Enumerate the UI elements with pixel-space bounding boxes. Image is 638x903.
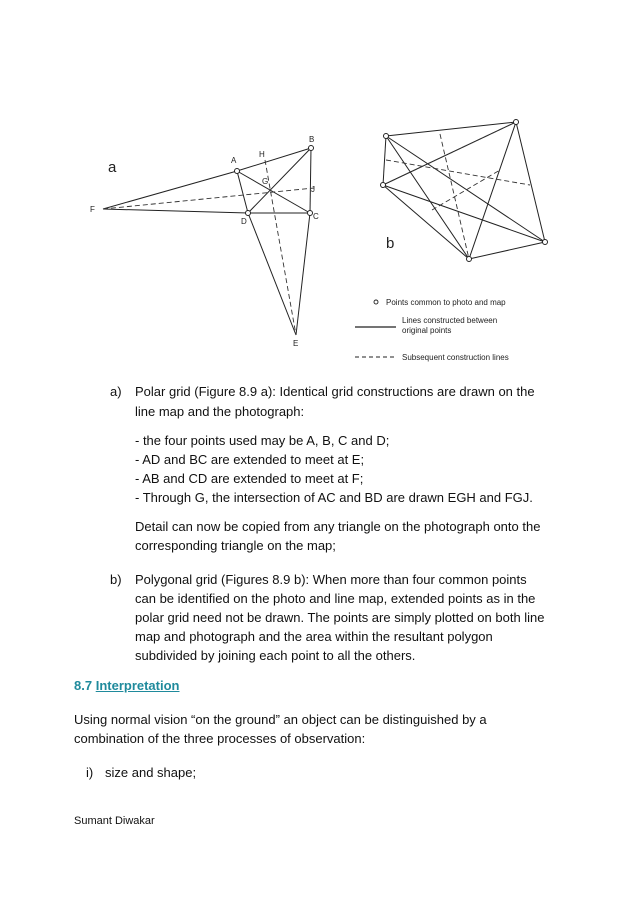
point-b-label: B <box>309 135 315 144</box>
figure-8-9 <box>0 0 638 372</box>
point-c-label: C <box>313 212 319 221</box>
legend-points-text: Points common to photo and map <box>386 298 506 307</box>
section-number: 8.7 <box>74 678 93 693</box>
legend-subsequent-text: Subsequent construction lines <box>402 353 509 362</box>
panel-b-dashed-lines <box>383 122 530 259</box>
legend-point-icon <box>374 300 378 304</box>
point-g-label: G <box>262 177 269 186</box>
list-a-line-1: Polar grid (Figure 8.9 a): Identical grid constructions are drawn on the <box>135 384 535 399</box>
panel-a-label: a <box>108 159 117 176</box>
panel-b-label: b <box>386 235 395 252</box>
list-a-detail-1: Detail can now be copied from any triangle on the photograph onto the <box>135 519 541 534</box>
list-b-line-2: can be identified on the photo and line map, extended points as in the <box>135 591 536 606</box>
legend-lines-text-2: original points <box>402 326 452 335</box>
point-f-label: F <box>90 205 95 214</box>
list-i-text: size and shape; <box>105 765 197 780</box>
point-e-label: E <box>293 339 299 348</box>
list-b-line-4: map and photograph and the area within the resultant polygon <box>135 629 493 644</box>
paragraph-line-2: combination of the three processes of observation: <box>74 731 366 746</box>
legend-lines-text-1: Lines constructed between <box>402 316 498 325</box>
panel-a-dashed-lines <box>103 160 314 335</box>
point-j-label: J <box>311 185 315 194</box>
list-a-line-2: line map and the photograph: <box>135 404 305 419</box>
list-a-bullet-2: - AD and BC are extended to meet at E; <box>135 452 365 467</box>
point-h-label: H <box>259 150 265 159</box>
list-b-marker: b) <box>110 572 122 587</box>
section-heading <box>74 676 180 696</box>
figure-legend <box>355 298 509 362</box>
list-a-bullet-4: - Through G, the intersection of AC and BD are drawn EGH and FGJ. <box>135 490 533 505</box>
list-a-detail-2: corresponding triangle on the map; <box>135 538 336 553</box>
point-a-label: A <box>231 156 237 165</box>
footer-author: Sumant Diwakar <box>74 815 155 827</box>
list-b-line-1: Polygonal grid (Figures 8.9 b): When more than four common points <box>135 572 527 587</box>
list-i-marker: i) <box>86 765 94 780</box>
list-a-bullet-3: - AB and CD are extended to meet at F; <box>135 471 364 486</box>
point-d-label: D <box>241 217 247 226</box>
paragraph-line-1: Using normal vision “on the ground” an object can be distinguished by a <box>74 712 487 727</box>
list-a-marker: a) <box>110 384 122 399</box>
list-b-line-3: polar grid need not be drawn. The points are simply plotted on both line <box>135 610 545 625</box>
section-title: Interpretation <box>95 678 180 693</box>
list-b-line-5: subdivided by joining each point to all the others. <box>135 648 416 663</box>
panel-b-points <box>381 120 548 262</box>
list-a-bullet-1: - the four points used may be A, B, C and D; <box>135 433 390 448</box>
